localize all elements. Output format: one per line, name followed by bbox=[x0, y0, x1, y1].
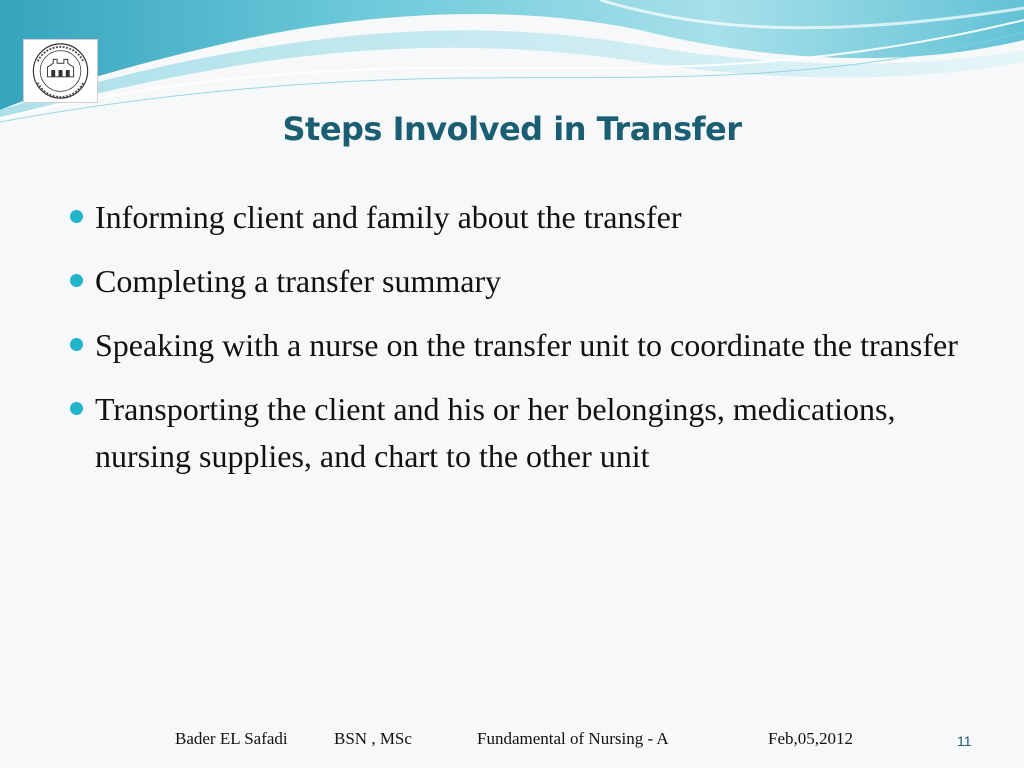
bullet-item bbox=[66, 322, 966, 369]
university-seal-icon bbox=[23, 39, 98, 103]
bullet-dot-icon bbox=[70, 210, 83, 223]
bullet-text: Transporting the client and his or her belongings, medications, nursing supplies, and chart to the other unit bbox=[95, 391, 896, 474]
bullet-list bbox=[66, 194, 966, 497]
page-number: 11 bbox=[957, 733, 972, 749]
bullet-dot-icon bbox=[70, 338, 83, 351]
bullet-item bbox=[66, 386, 966, 480]
footer-date: Feb,05,2012 bbox=[768, 729, 853, 748]
footer-course: Fundamental of Nursing - A bbox=[477, 729, 669, 748]
bullet-item bbox=[66, 258, 966, 305]
footer-degrees: BSN , MSc bbox=[334, 729, 412, 748]
bullet-dot-icon bbox=[70, 274, 83, 287]
bullet-text: Speaking with a nurse on the transfer unit to coordinate the transfer bbox=[95, 327, 958, 363]
bullet-item bbox=[66, 194, 966, 241]
bullet-text: Informing client and family about the transfer bbox=[95, 199, 682, 235]
footer-author: Bader EL Safadi bbox=[175, 729, 288, 748]
slide-title: Steps Involved in Transfer bbox=[282, 110, 742, 148]
bullet-dot-icon bbox=[70, 402, 83, 415]
bullet-text: Completing a transfer summary bbox=[95, 263, 502, 299]
